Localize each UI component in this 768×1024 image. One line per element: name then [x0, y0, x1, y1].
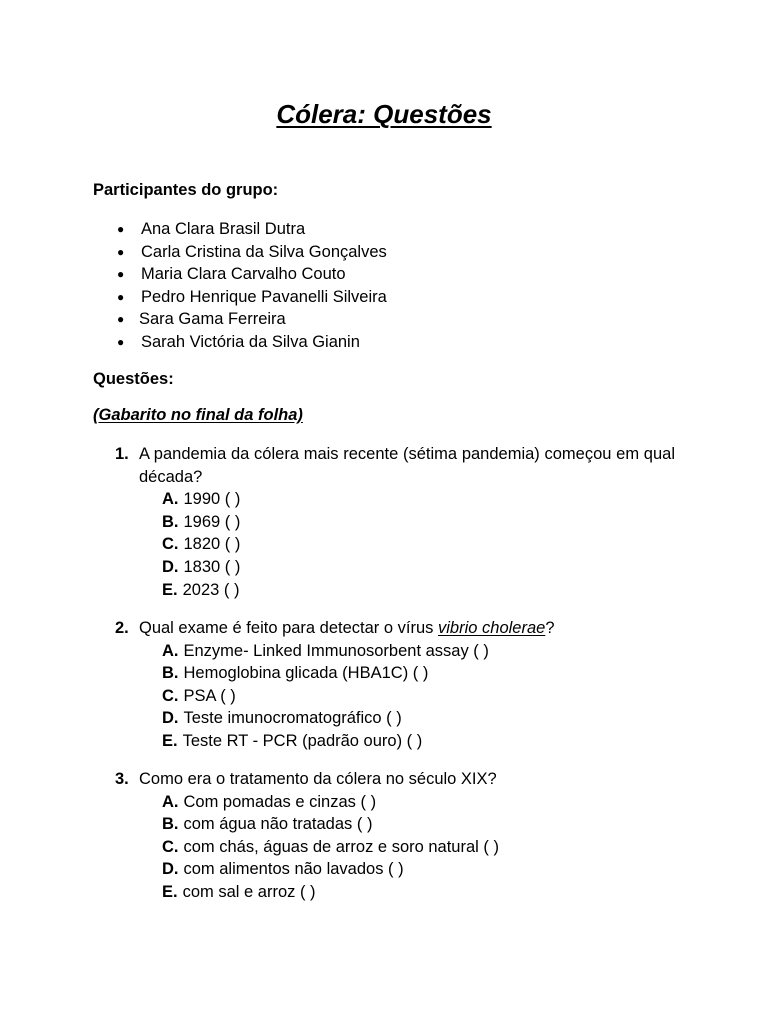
participant-name: Ana Clara Brasil Dutra: [141, 220, 306, 238]
option-text: 1969 ( ): [183, 512, 241, 531]
option-text: Teste imunocromatográfico ( ): [183, 709, 402, 728]
option-letter: E.: [162, 882, 178, 901]
bullet-icon: ●: [117, 244, 125, 259]
option-text: 1830 ( ): [183, 557, 241, 576]
option-item: [162, 511, 675, 534]
document-title: Cólera: Questões: [276, 99, 492, 129]
question-text-end: ?: [545, 619, 555, 637]
option-text: com sal e arroz ( ): [182, 882, 316, 901]
option-item: [162, 791, 675, 814]
question-2: [115, 617, 675, 753]
participants-heading: Participantes do grupo:: [93, 181, 279, 199]
option-text: Com pomadas e cinzas ( ): [183, 792, 377, 811]
participants-list: [110, 218, 387, 354]
bullet-icon: ●: [117, 334, 125, 349]
option-text: com água não tratadas ( ): [183, 815, 373, 834]
organism-name: vibrio cholerae: [438, 619, 546, 637]
option-letter: B.: [162, 512, 179, 531]
participant-name: Sara Gama Ferreira: [139, 310, 286, 329]
participant-item: [110, 218, 387, 241]
gabarito-note: (Gabarito no final da folha): [93, 406, 303, 424]
option-letter: A.: [162, 792, 179, 811]
option-item: [162, 836, 675, 859]
option-item: [162, 685, 675, 708]
participant-item: [110, 308, 387, 331]
option-letter: A.: [162, 641, 179, 660]
participant-name: Maria Clara Carvalho Couto: [141, 265, 346, 284]
option-item: [162, 662, 675, 685]
option-text: com chás, águas de arroz e soro natural ( ): [183, 837, 499, 856]
option-text: 1990 ( ): [183, 490, 241, 509]
question-stem: [115, 768, 675, 791]
question-number: 1.: [115, 445, 129, 463]
participant-item: [110, 263, 387, 286]
question-stem: [115, 443, 675, 488]
question-stem: [115, 617, 675, 640]
question-1: [115, 443, 675, 601]
option-text: 1820 ( ): [183, 535, 241, 554]
option-letter: C.: [162, 837, 179, 856]
option-letter: C.: [162, 535, 179, 554]
option-letter: D.: [162, 709, 179, 728]
option-text: Teste RT - PCR (padrão ouro) ( ): [182, 731, 423, 750]
question-text: Como era o tratamento da cólera no século XIX?: [139, 770, 497, 788]
option-item: [162, 579, 675, 602]
option-text: PSA ( ): [183, 686, 236, 705]
option-item: [162, 533, 675, 556]
option-letter: D.: [162, 557, 179, 576]
option-letter: D.: [162, 860, 179, 879]
participant-item: [110, 241, 387, 264]
option-letter: E.: [162, 731, 178, 750]
option-letter: C.: [162, 686, 179, 705]
participant-item: [110, 286, 387, 309]
option-item: [162, 556, 675, 579]
option-item: [162, 488, 675, 511]
option-item: [162, 707, 675, 730]
options-list: [115, 791, 675, 904]
option-text: com alimentos não lavados ( ): [183, 860, 404, 879]
questions-heading: Questões:: [93, 370, 174, 388]
option-text: Hemoglobina glicada (HBA1C) ( ): [183, 664, 429, 683]
question-number: 3.: [115, 770, 129, 788]
bullet-icon: ●: [117, 267, 125, 282]
option-text: 2023 ( ): [182, 580, 240, 599]
option-letter: A.: [162, 490, 179, 509]
question-3: [115, 768, 675, 904]
options-list: [115, 640, 675, 753]
bullet-icon: ●: [117, 312, 125, 327]
bullet-icon: ●: [117, 222, 125, 236]
option-item: [162, 640, 675, 663]
participant-name: Pedro Henrique Pavanelli Silveira: [141, 287, 387, 306]
participant-name: Sarah Victória da Silva Gianin: [141, 332, 360, 351]
participant-name: Carla Cristina da Silva Gonçalves: [141, 242, 387, 261]
option-letter: B.: [162, 664, 179, 683]
option-item: [162, 730, 675, 753]
question-number: 2.: [115, 619, 129, 637]
option-letter: B.: [162, 815, 179, 834]
option-item: [162, 813, 675, 836]
option-letter: E.: [162, 580, 178, 599]
bullet-icon: ●: [117, 289, 125, 304]
option-text: Enzyme- Linked Immunosorbent assay ( ): [183, 641, 489, 660]
option-item: [162, 881, 675, 904]
question-text: A pandemia da cólera mais recente (sétima pandemia) começou em qual década?: [139, 445, 675, 486]
option-item: [162, 858, 675, 881]
participant-item: [110, 331, 387, 354]
question-text: Qual exame é feito para detectar o vírus: [139, 619, 438, 637]
options-list: [115, 488, 675, 601]
